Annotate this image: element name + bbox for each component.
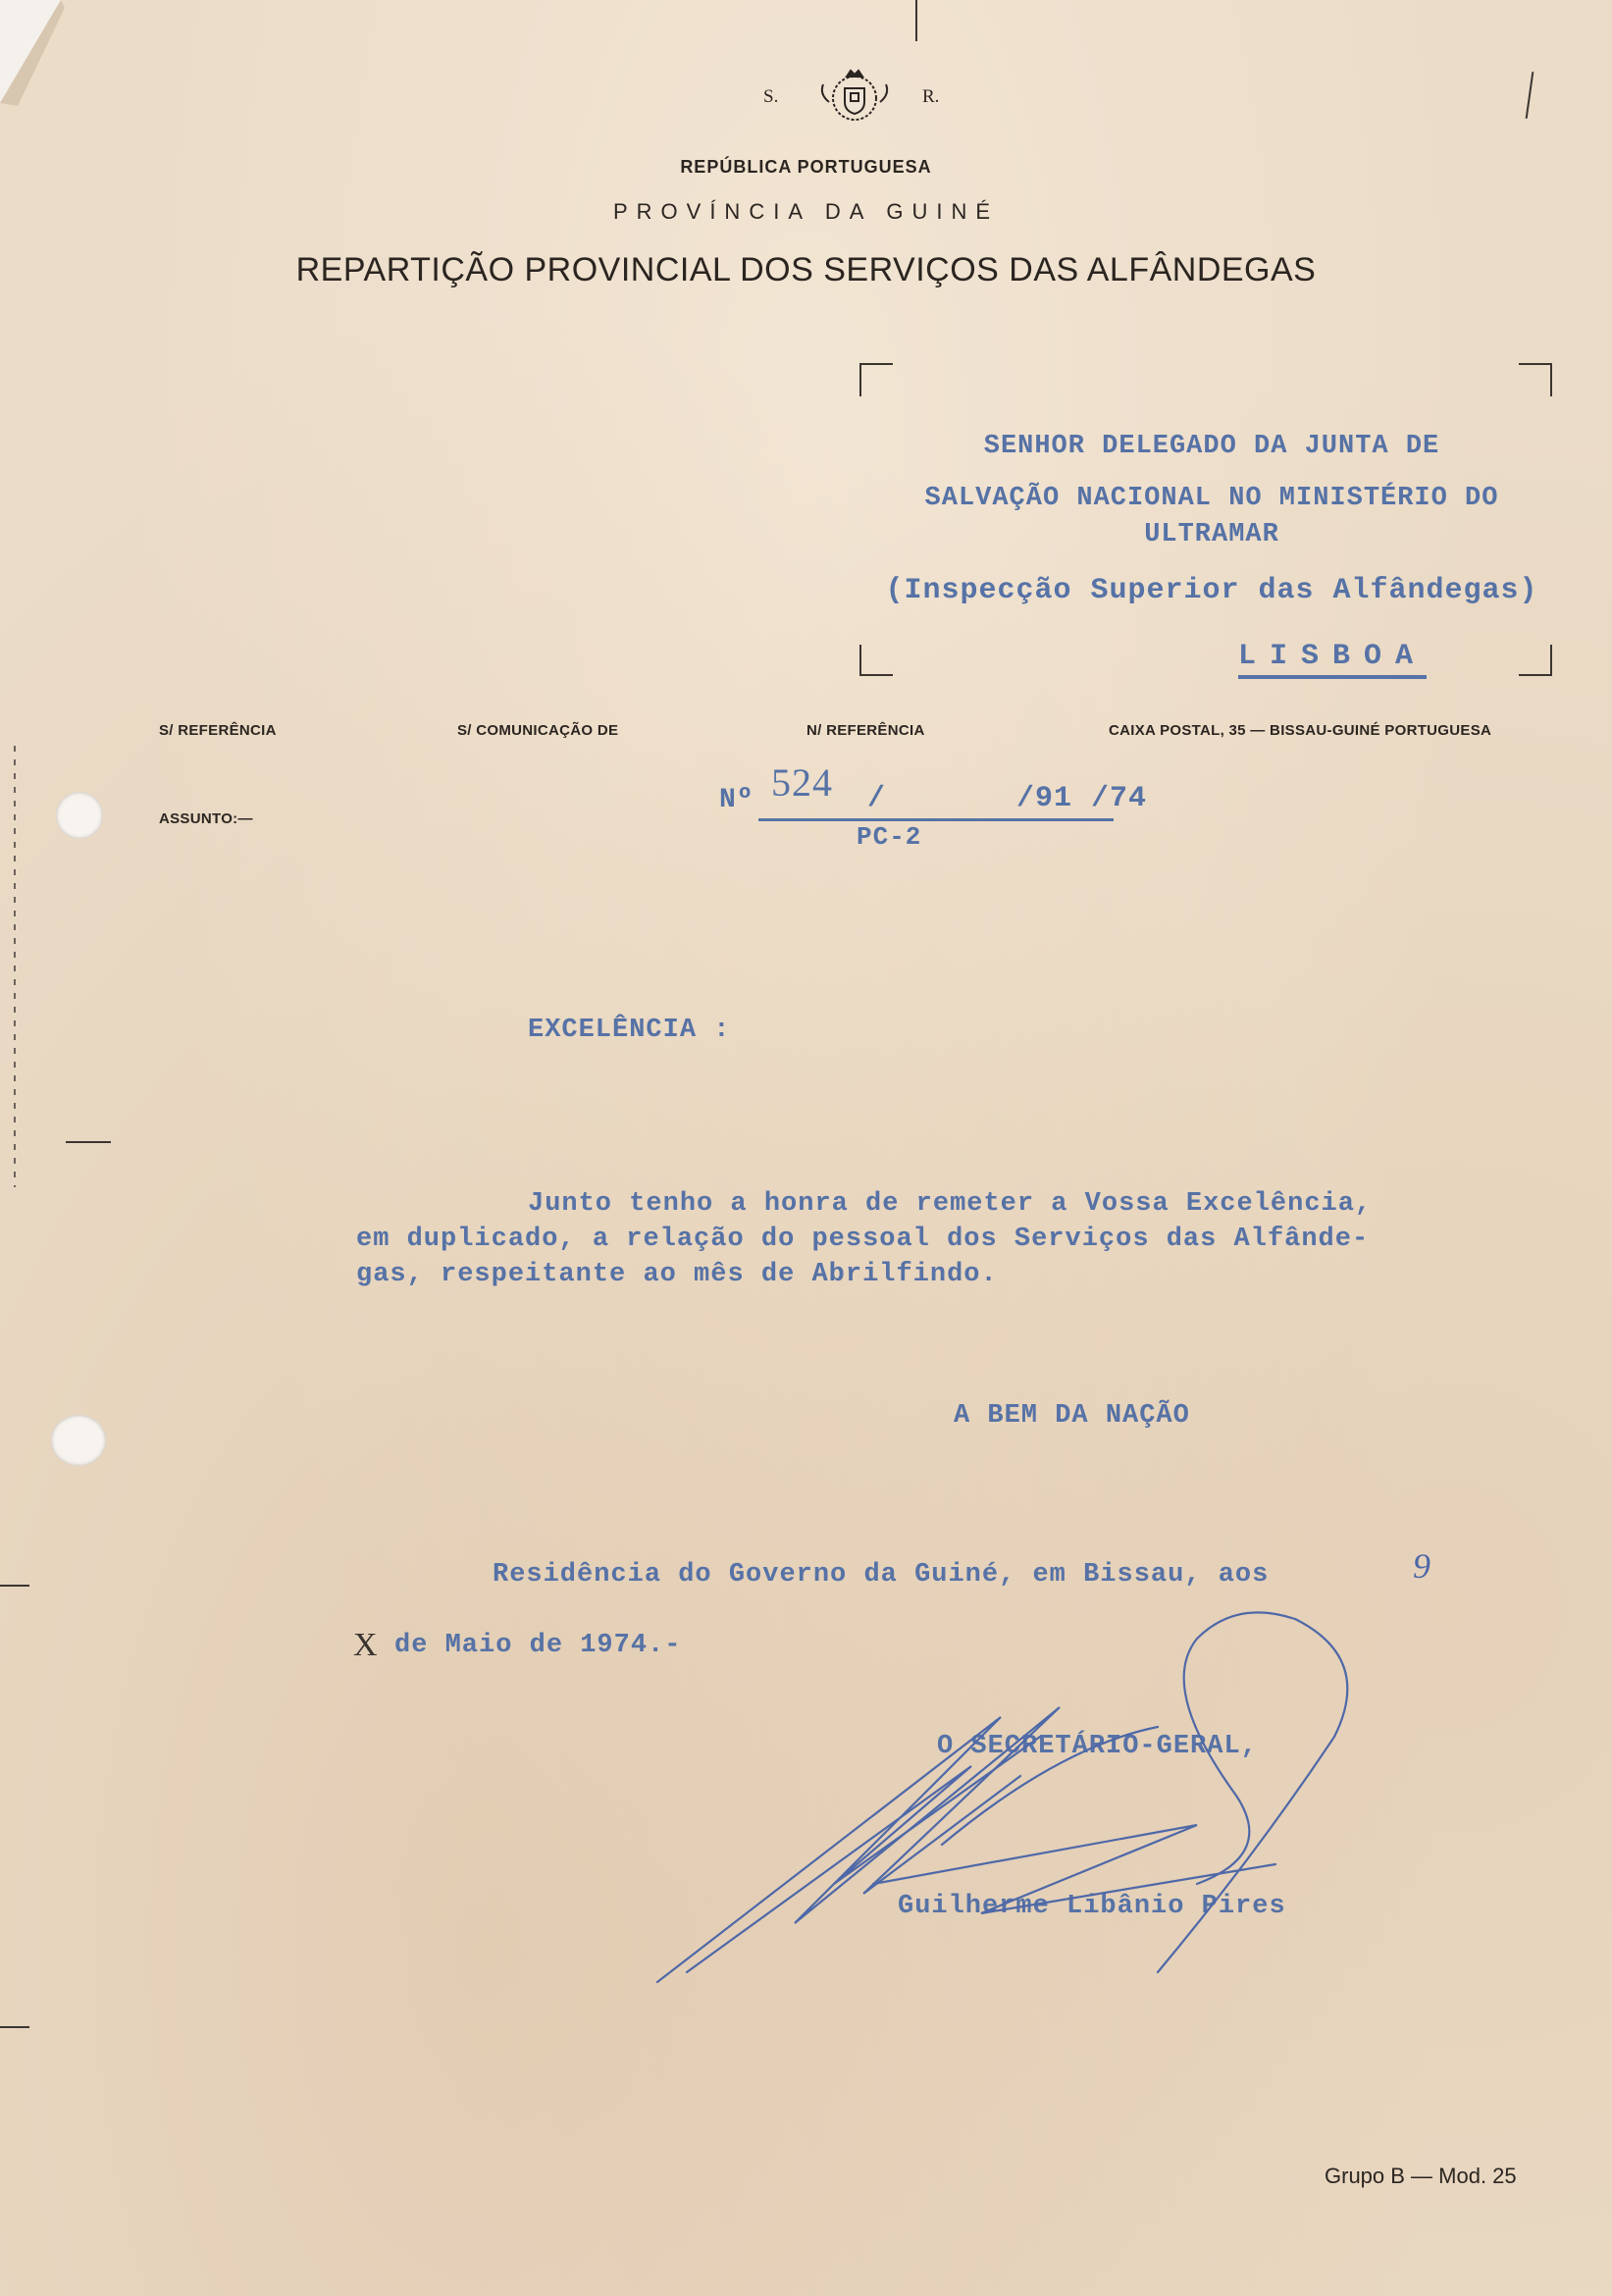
- punch-hole: [56, 792, 103, 839]
- field-s-comunicacao: S/ COMUNICAÇÃO DE: [457, 722, 619, 739]
- pen-mark-left: [66, 1141, 111, 1143]
- reference-underline: [758, 818, 1114, 821]
- date-line: de Maio de 1974.-: [394, 1631, 682, 1660]
- perforation-edge: [14, 746, 16, 1187]
- form-code: Grupo B — Mod. 25: [1325, 2164, 1517, 2188]
- reference-number-prefix: Nº: [719, 785, 754, 815]
- sr-right: R.: [922, 86, 940, 107]
- handwritten-day: 9: [1413, 1546, 1430, 1586]
- address-frame-corner: [859, 363, 893, 396]
- addressee-line: ULTRAMAR: [1144, 520, 1279, 549]
- struck-day: X: [353, 1627, 378, 1663]
- pen-mark-top: [915, 0, 917, 41]
- address-frame-corner: [1519, 645, 1552, 676]
- fold-mark: [0, 2026, 29, 2028]
- paragraph-line: gas, respeitante ao mês de Abrilfindo.: [356, 1260, 998, 1289]
- field-caixa-postal: CAIXA POSTAL, 35 — BISSAU-GUINÉ PORTUGUESA: [1109, 722, 1492, 739]
- addressee-city: LISBOA: [1238, 640, 1427, 679]
- folded-corner: [0, 0, 78, 108]
- reference-subcode: PC-2: [857, 822, 922, 852]
- addressee-line: SENHOR DELEGADO DA JUNTA DE: [983, 432, 1440, 461]
- reference-number: 524: [771, 760, 833, 805]
- field-assunto: ASSUNTO:—: [159, 810, 253, 827]
- signatory-title: O SECRETÁRIO-GERAL,: [937, 1732, 1258, 1761]
- salutation: EXCELÊNCIA :: [528, 1016, 731, 1045]
- paragraph-line: Junto tenho a honra de remeter a Vossa Excelência,: [528, 1189, 1373, 1219]
- fold-mark: [0, 1585, 29, 1587]
- reparticao-heading: REPARTIÇÃO PROVINCIAL DOS SERVIÇOS DAS ALFÂNDEGAS: [295, 251, 1317, 288]
- residence-line: Residência do Governo da Guiné, em Bissau, aos: [493, 1560, 1270, 1590]
- address-frame-corner: [1519, 363, 1552, 396]
- reference-number-rest: / /91 /74: [867, 782, 1148, 815]
- handwritten-signature: [648, 1599, 1452, 2011]
- address-frame-corner: [859, 645, 893, 676]
- addressee-line: (Inspecção Superior das Alfândegas): [885, 574, 1538, 607]
- republica-heading: REPÚBLICA PORTUGUESA: [680, 157, 932, 177]
- paragraph-line: em duplicado, a relação do pessoal dos Serviços das Alfânde-: [356, 1225, 1370, 1254]
- field-s-referencia: S/ REFERÊNCIA: [159, 722, 277, 739]
- signatory-name: Guilherme Libânio Pires: [898, 1892, 1286, 1921]
- addressee-line: SALVAÇÃO NACIONAL NO MINISTÉRIO DO: [924, 484, 1499, 513]
- coat-of-arms-icon: [807, 63, 902, 131]
- sr-left: S.: [763, 86, 779, 107]
- field-n-referencia: N/ REFERÊNCIA: [806, 722, 925, 739]
- provincia-heading: PROVÍNCIA DA GUINÉ: [612, 199, 1000, 224]
- closing-formula: A BEM DA NAÇÃO: [954, 1401, 1190, 1431]
- punch-hole: [51, 1415, 106, 1466]
